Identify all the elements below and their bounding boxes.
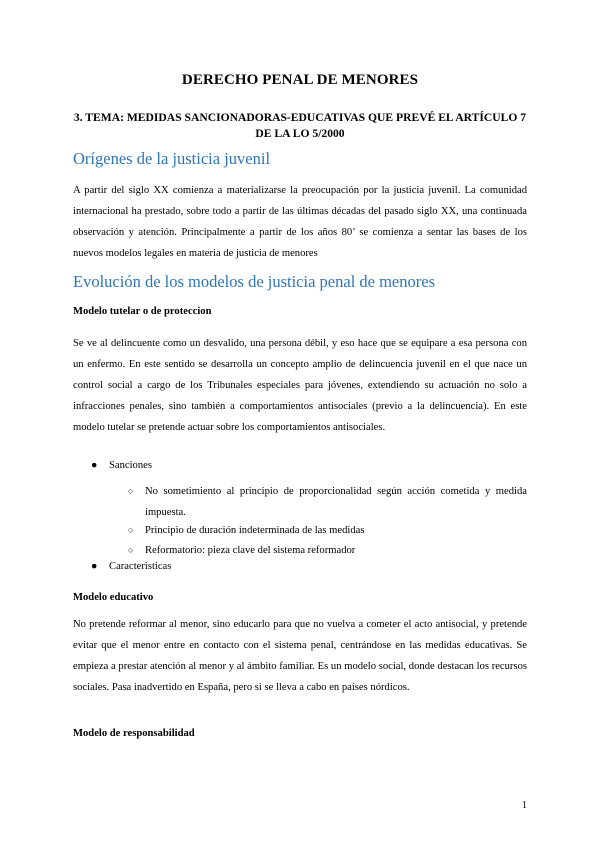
heading-modelo-educativo: Modelo educativo [73, 592, 154, 603]
circle-bullet-icon: ○ [128, 545, 134, 555]
heading-modelo-responsabilidad: Modelo de responsabilidad [73, 728, 195, 739]
list-item [128, 481, 527, 523]
paragraph-modelo-tutelar: Se ve al delincuente como un desvalido, una persona débil, y eso hace que se equipare a esa persona con un enfermo. En este sentido se desarrolla un concepto amplio de delincuencia juvenil en el que nace un control social a cargo de los Tribunales especiales para jóvenes, extendiendo su actuación no solo a infracciones penales, sino también a comportamientos antisociales (previo a la delincuencia). En este modelo tutelar se pretende actuar sobre los comportamientos antisociales. [73, 338, 527, 433]
heading-modelo-tutelar: Modelo tutelar o de proteccion [73, 306, 212, 317]
bullet-label-sanciones: Sanciones [109, 460, 152, 471]
page-number: 1 [522, 800, 527, 811]
paragraph-origins: A partir del siglo XX comienza a materializarse la preocupación por la justicia juvenil. La comunidad internacional ha prestado, sobre todo a partir de las últimas décadas del pasado siglo XX, una continuada observación y atención. Principalmente a partir de los años 80’ se comienza a sentar las bases de los nuevos modelos legales en materia de justicia de menores [73, 185, 527, 259]
bullet-icon: ● [91, 561, 98, 572]
heading-origins: Orígenes de la justicia juvenil [73, 149, 271, 168]
list-item [128, 520, 527, 541]
document-title: DERECHO PENAL DE MENORES [181, 72, 419, 88]
heading-evolution: Evolución de los modelos de justicia penal de menores [73, 272, 435, 291]
subitem-text: Principio de duración indeterminada de las medidas [145, 525, 365, 536]
topic-subtitle: 3. TEMA: MEDIDAS SANCIONADORAS-EDUCATIVAS QUE PREVÉ EL ARTÍCULO 7 DE LA LO 5/2000 [73, 111, 527, 140]
subitem-text: No sometimiento al principio de proporcionalidad según acción cometida y medida impuesta. [145, 486, 527, 518]
bullet-icon: ● [91, 460, 98, 471]
circle-bullet-icon: ○ [128, 525, 134, 535]
list-item [128, 540, 527, 561]
circle-bullet-icon: ○ [128, 486, 134, 496]
paragraph-modelo-educativo: No pretende reformar al menor, sino educarlo para que no vuelva a cometer el acto antisocial, y pretende evitar que el menor entre en contacto con el sistema penal, centrándose en las medidas educativas. Se empieza a prestar atención al menor y al ámbito familiar. Es un modelo social, donde destacan los recursos sociales. Pasa inadvertido en España, pero si se lleva a cabo en países nórdicos. [73, 619, 527, 693]
subitem-text: Reformatorio: pieza clave del sistema reformador [145, 545, 356, 556]
bullet-label-caracteristicas: Caracteristicas [109, 561, 172, 572]
